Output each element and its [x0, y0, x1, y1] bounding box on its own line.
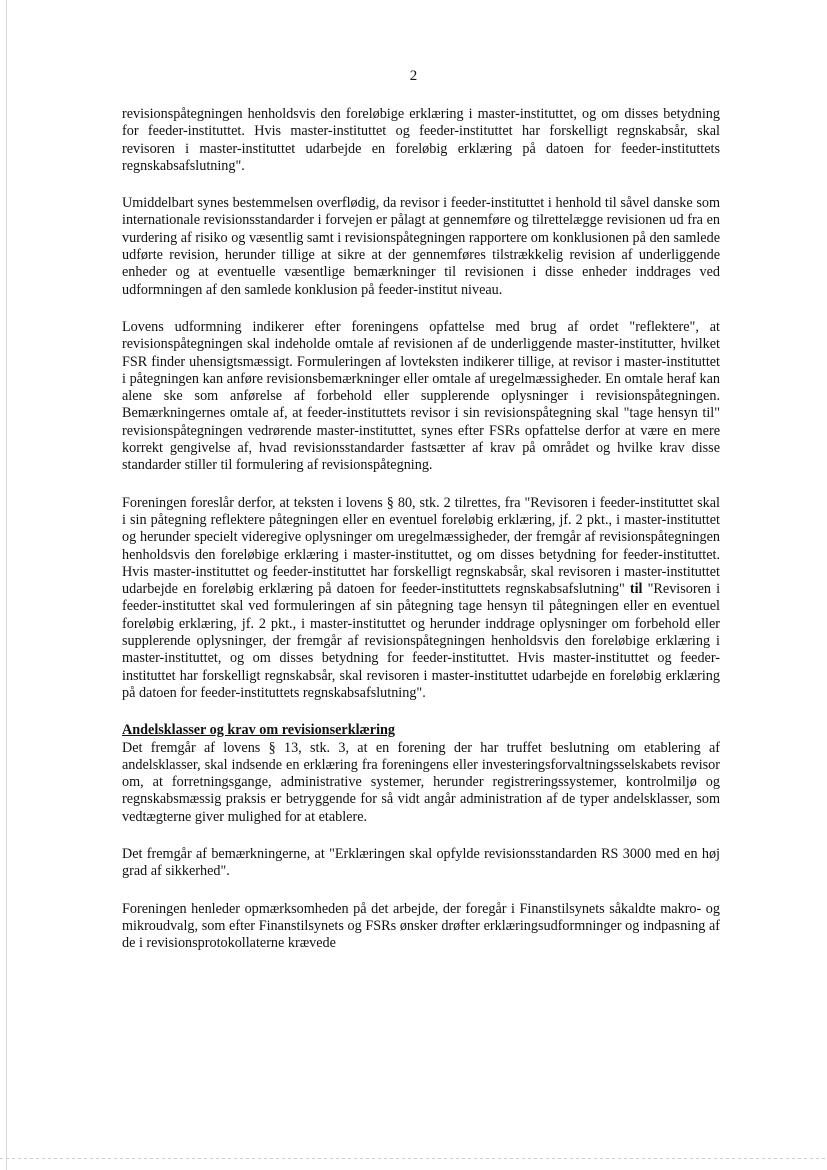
forslag-bold-word: til — [629, 581, 643, 598]
document-body — [122, 106, 720, 952]
forslag-text-after: "Revisoren i feeder-instituttet skal ved formuleringen af sin påtegning tage hensyn til påtegningen eller en eventuel foreløbig erklæring, jf. 2 pkt., i master-instituttet og herunder inddrage oplysninger om forbehold eller supplerende oplysninger, der fremgår af revisionspåtegningen henholdsvis den foreløbige erklæring i master-instituttet, og om disses betydning for feeder-instituttet. Hvis master-instituttet og feeder-instituttet har forskelligt regnskabsår, skal revisoren i master-instituttet udarbejde en foreløbig erklæring på datoen for feeder-instituttets regnskabsafslutning". — [122, 581, 721, 701]
page-number: 2 — [409, 68, 418, 84]
paragraph-finanstilsynet: Foreningen henleder opmærksomheden på det arbejde, der foregår i Finanstilsynets såkaldte makro- og mikroudvalg, som efter Finanstilsynets og FSRs ønsker drøfter erklæringsudformninger og indpasning af de i revisionsprotokollaterne krævede — [122, 900, 720, 952]
section-heading-andelsklasser: Andelsklasser og krav om revisionserklæring — [122, 722, 395, 739]
paragraph-continuation: revisionspåtegningen henholdsvis den foreløbige erklæring i master-instituttet, og om disses betydning for feeder-instituttet. Hvis master-instituttet og feeder-instituttet har forskelligt regnskabsår, skal revisoren i master-instituttet udarbejde en foreløbig erklæring på datoen for feeder-instituttets regnskabsafslutning". — [122, 106, 720, 174]
paragraph-andelsklasser: Det fremgår af lovens § 13, stk. 3, at en forening der har truffet beslutning om etablering af andelsklasser, skal indsende en erklæring fra foreningens eller investeringsforvaltningsselskabets revisor om, at forretningsgange, administrative systemer, herunder registreringssystemer, kontrolmiljø og regnskabsmæssig praksis er betryggende for så vidt angår administration af de typer andelsklasser, som vedtægterne giver mulighed for at etablere. — [122, 739, 720, 825]
paragraph-bemaerkninger: Det fremgår af bemærkningerne, at "Erklæringen skal opfylde revisionsstandarden RS 3000 med en høj grad af sikkerhed". — [122, 845, 720, 880]
paragraph-forslag — [122, 495, 720, 703]
forslag-text-before: Foreningen foreslår derfor, at teksten i lovens § 80, stk. 2 tilrettes, fra "Revisoren i feeder-instituttet skal i sin påtegning reflektere påtegningen eller en eventuel foreløbig erklæring, jf. 2 pkt., i master-instituttet og herunder specielt videregive oplysninger om uregelmæssigheder, der fremgår af revisionspåtegningen henholdsvis den foreløbige erklæring i master-instituttet, og om disses betydning for feeder-instituttet. Hvis master-instituttet og feeder-instituttet har forskelligt regnskabsår, skal revisoren i master-instituttet udarbejde en foreløbig erklæring på datoen for feeder-instituttets regnskabsafslutning" — [122, 494, 720, 598]
scan-edge-left — [6, 0, 7, 1170]
paragraph-lovens-udformning: Lovens udformning indikerer efter foreningens opfattelse med brug af ordet "reflektere", at revisionspåtegningen skal indeholde omtale af revisionen af de underliggende master-institutter, hvilket FSR finder uhensigtsmæssigt. Formuleringen af lovteksten indikerer tillige, at revisor i master-instituttet i påtegningen kan anføre revisionsbemærkninger eller omtale af uregelmæssigheder. En omtale heraf kan alene ske som anførelse af forbehold eller supplerende oplysninger i revisionspåtegningen. Bemærkningernes omtale af, at feeder-instituttets revisor i sin revisionspåtegning skal "tage hensyn til" revisionspåtegningen vedrørende master-instituttet, synes efter FSRs opfattelse derfor at være en mere korrekt gengivelse af, hvad revisionsstandarder fastsætter af krav på området og hvilke krav disse standarder stiller til formulering af revisionspåtegning. — [122, 318, 720, 474]
scan-edge-bottom — [0, 1158, 827, 1159]
paragraph-overflodig: Umiddelbart synes bestemmelsen overflødig, da revisor i feeder-instituttet i henhold til såvel danske som internationale revisionsstandarder i forvejen er pålagt at gennemføre og tilrettelægge revisionen ud fra en vurdering af risiko og væsentlig samt i revisionspåtegningen rapportere om konklusionen på den samlede udførte revision, herunder tillige at sikre at der gennemføres tilstrækkelig revision af underliggende enheder og at eventuelle væsentlige bemærkninger til revisionen i disse enheder inddrages ved udformningen af den samlede konklusion på feeder-institut niveau. — [122, 195, 720, 298]
